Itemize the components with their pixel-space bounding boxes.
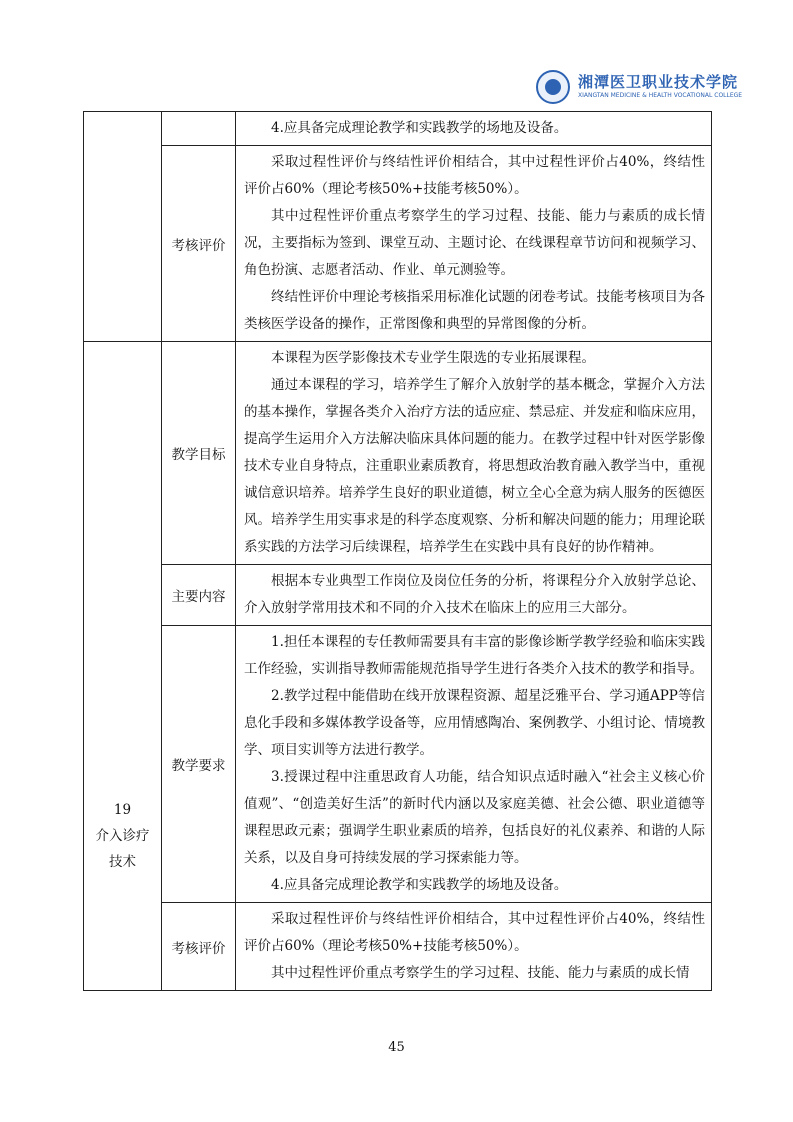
school-emblem-icon [536,70,570,104]
req-p4: 4.应具备完成理论教学和实践教学的场地及设备。 [271,877,568,893]
content-p1: 根据本专业典型工作岗位及岗位任务的分析，将课程分介入放射学总论、介入放射学常用技术和不同的介入技术在临床上的应用三大部分。 [244,573,705,616]
school-name-cn: 湘潭医卫职业技术学院 [578,73,739,91]
goals-content [236,342,712,565]
page-number: 45 [388,1040,405,1055]
table-row [84,903,712,991]
course-name-line1: 介入诊疗 [95,828,150,844]
course-19-cell [84,342,162,991]
prev-course-cell [84,112,162,342]
content-label: 主要内容 [162,565,236,626]
assess-1-p1: 采取过程性评价与终结性评价相结合，其中过程性评价占40%，终结性评价占60%（理论考核50%+技能考核50%）。 [244,154,705,197]
course-number: 19 [113,802,132,818]
assess-label-2: 考核评价 [162,903,236,991]
goals-label: 教学目标 [162,342,236,565]
req-p3: 3.授课过程中注重思政育人功能，结合知识点适时融入“社会主义核心价值观”、“创造美好生活”的新时代内涵以及家庭美德、社会公德、职业道德等课程思政元素；强调学生职业素质的培养，包括良好的礼仪素养、和谐的人际关系，以及自身可持续发展的学习探索能力等。 [244,769,705,866]
goals-p2: 通过本课程的学习，培养学生了解介入放射学的基本概念，掌握介入方法的基本操作，掌握各类介入治疗方法的适应症、禁忌症、并发症和临床应用，提高学生运用介入方法解决临床具体问题的能力。在教学过程中针对医学影像技术专业自身特点，注重职业素质教育，将思想政治教育融入教学当中，重视诚信意识培养。培养学生良好的职业道德，树立全心全意为病人服务的医德医风。培养学生用实事求是的科学态度观察、分析和解决问题的能力；用理论联系实践的方法学习后续课程，培养学生在实践中具有良好的协作精神。 [244,377,705,555]
req-p2: 2.教学过程中能借助在线开放课程资源、超星泛雅平台、学习通APP等信息化手段和多媒体教学设备等，应用情感陶冶、案例教学、小组讨论、情境教学、项目实训等方法进行教学。 [244,688,705,758]
school-logo [536,70,784,106]
assess-content-1 [236,146,712,342]
assess-1-p2: 其中过程性评价重点考察学生的学习过程、技能、能力与素质的成长情况，主要指标为签到、课堂互动、主题讨论、在线课程章节访问和视频学习、角色扮演、志愿者活动、作业、单元测验等。 [244,208,705,278]
content-content [236,565,712,626]
prev-requirements-cell [236,112,712,146]
table-row [84,112,712,146]
prev-label-cell [162,112,236,146]
table-row [84,626,712,903]
course-name-line2: 技术 [109,854,136,870]
assess-2-p2: 其中过程性评价重点考察学生的学习过程、技能、能力与素质的成长情 [271,965,690,981]
requirements-content [236,626,712,903]
requirements-label: 教学要求 [162,626,236,903]
school-name-en: XIANGTAN MEDICINE & HEALTH VOCATIONAL COLLEGE [578,92,743,99]
table-row [84,342,712,565]
assess-1-p3: 终结性评价中理论考核指采用标准化试题的闭卷考试。技能考核项目为各类核医学设备的操作，正常图像和典型的异常图像的分析。 [244,289,705,332]
goals-p1: 本课程为医学影像技术专业学生限选的专业拓展课程。 [271,350,595,366]
req-p1: 1.担任本课程的专任教师需要具有丰富的影像诊断学教学经验和临床实践工作经验，实训指导教师需能规范指导学生进行各类介入技术的教学和指导。 [244,634,705,677]
table-row [84,146,712,342]
prev-req-item-4: 4.应具备完成理论教学和实践教学的场地及设备。 [271,120,568,136]
table-row [84,565,712,626]
assess-content-2 [236,903,712,991]
assess-label-1: 考核评价 [162,146,236,342]
course-table [83,111,712,991]
assess-2-p1: 采取过程性评价与终结性评价相结合，其中过程性评价占40%，终结性评价占60%（理论考核50%+技能考核50%）。 [244,911,705,954]
